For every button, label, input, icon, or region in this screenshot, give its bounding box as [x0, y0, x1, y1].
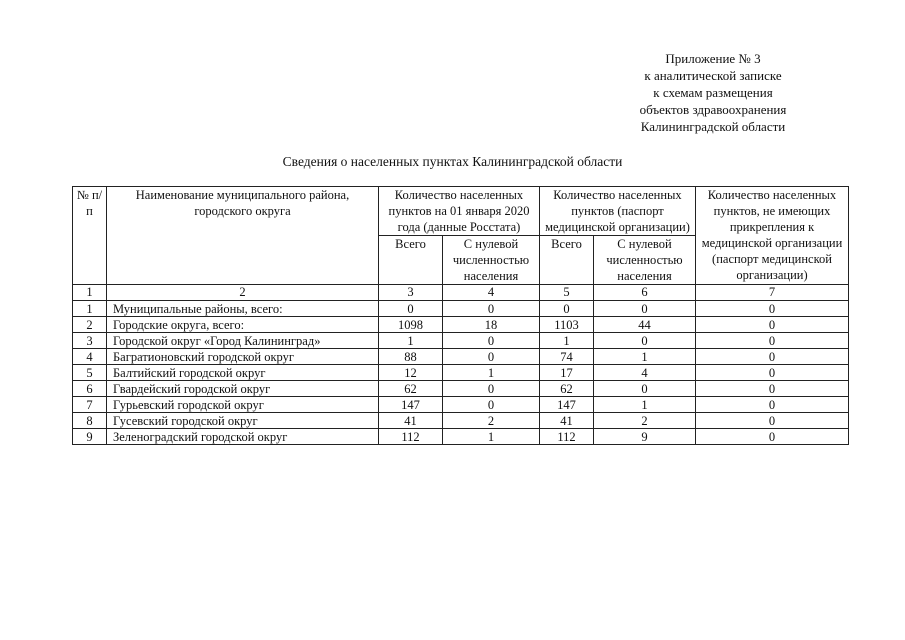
- rosstat-total: 1: [379, 333, 443, 349]
- table-row: [73, 349, 849, 365]
- row-name: Гвардейский городской округ: [107, 381, 379, 397]
- table-row: [73, 397, 849, 413]
- header-zero-rosstat: С нулевой численностью населения: [443, 236, 540, 285]
- passport-zero: 4: [594, 365, 696, 381]
- row-name: Гурьевский городской округ: [107, 397, 379, 413]
- passport-total: 17: [540, 365, 594, 381]
- unattached-count: 0: [696, 317, 849, 333]
- passport-zero: 0: [594, 381, 696, 397]
- unattached-count: 0: [696, 397, 849, 413]
- row-name: Зеленоградский городской округ: [107, 429, 379, 445]
- document-title: Сведения о населенных пунктах Калининградской области: [282, 154, 623, 169]
- appendix-block: [583, 50, 843, 135]
- header-zero-passport: С нулевой численностью населения: [594, 236, 696, 285]
- column-number-row: [73, 285, 849, 301]
- unattached-count: 0: [696, 429, 849, 445]
- passport-zero: 0: [594, 301, 696, 317]
- row-name: Городской округ «Город Калининград»: [107, 333, 379, 349]
- row-name: Балтийский городской округ: [107, 365, 379, 381]
- passport-zero: 44: [594, 317, 696, 333]
- rosstat-zero: 0: [443, 333, 540, 349]
- header-total-passport: Всего: [540, 236, 594, 285]
- header-num: № п/п: [73, 187, 107, 285]
- table-row: [73, 429, 849, 445]
- table-row: [73, 413, 849, 429]
- settlements-table: [72, 186, 849, 445]
- rosstat-zero: 2: [443, 413, 540, 429]
- header-rosstat: Количество населенных пунктов на 01 января 2020 года (данные Росстата): [379, 187, 540, 236]
- row-number: 5: [73, 365, 107, 381]
- rosstat-zero: 0: [443, 301, 540, 317]
- rosstat-total: 41: [379, 413, 443, 429]
- row-name: Городские округа, всего:: [107, 317, 379, 333]
- rosstat-zero: 18: [443, 317, 540, 333]
- appendix-line: Калининградской области: [640, 119, 786, 134]
- passport-total: 74: [540, 349, 594, 365]
- appendix-line: объектов здравоохранения: [639, 102, 787, 117]
- passport-total: 112: [540, 429, 594, 445]
- passport-zero: 1: [594, 397, 696, 413]
- rosstat-zero: 0: [443, 381, 540, 397]
- header-name: Наименование муниципального района, городского округа: [107, 187, 379, 285]
- column-number: 3: [379, 285, 443, 301]
- row-name: Гусевский городской округ: [107, 413, 379, 429]
- column-number: 6: [594, 285, 696, 301]
- row-name: Муниципальные районы, всего:: [107, 301, 379, 317]
- row-name: Багратионовский городской округ: [107, 349, 379, 365]
- table-row: [73, 333, 849, 349]
- rosstat-total: 147: [379, 397, 443, 413]
- passport-total: 1: [540, 333, 594, 349]
- unattached-count: 0: [696, 365, 849, 381]
- appendix-line: к аналитической записке: [644, 68, 782, 83]
- table-row: [73, 301, 849, 317]
- passport-total: 62: [540, 381, 594, 397]
- row-number: 6: [73, 381, 107, 397]
- table-row: [73, 317, 849, 333]
- passport-zero: 2: [594, 413, 696, 429]
- row-number: 2: [73, 317, 107, 333]
- row-number: 7: [73, 397, 107, 413]
- row-number: 8: [73, 413, 107, 429]
- rosstat-zero: 1: [443, 365, 540, 381]
- unattached-count: 0: [696, 413, 849, 429]
- appendix-line: Приложение № 3: [665, 51, 761, 66]
- rosstat-total: 88: [379, 349, 443, 365]
- passport-total: 41: [540, 413, 594, 429]
- header-passport: Количество населенных пунктов (паспорт медицинской организации): [540, 187, 696, 236]
- rosstat-zero: 0: [443, 349, 540, 365]
- table-row: [73, 365, 849, 381]
- rosstat-total: 12: [379, 365, 443, 381]
- column-number: 4: [443, 285, 540, 301]
- header-total-rosstat: Всего: [379, 236, 443, 285]
- rosstat-total: 112: [379, 429, 443, 445]
- unattached-count: 0: [696, 349, 849, 365]
- unattached-count: 0: [696, 333, 849, 349]
- rosstat-total: 1098: [379, 317, 443, 333]
- passport-total: 1103: [540, 317, 594, 333]
- rosstat-total: 62: [379, 381, 443, 397]
- appendix-line: к схемам размещения: [653, 85, 773, 100]
- table-row: [73, 381, 849, 397]
- passport-total: 147: [540, 397, 594, 413]
- column-number: 5: [540, 285, 594, 301]
- column-number: 2: [107, 285, 379, 301]
- unattached-count: 0: [696, 301, 849, 317]
- row-number: 1: [73, 301, 107, 317]
- column-number: 1: [73, 285, 107, 301]
- row-number: 3: [73, 333, 107, 349]
- passport-zero: 1: [594, 349, 696, 365]
- rosstat-zero: 1: [443, 429, 540, 445]
- passport-total: 0: [540, 301, 594, 317]
- row-number: 4: [73, 349, 107, 365]
- row-number: 9: [73, 429, 107, 445]
- rosstat-zero: 0: [443, 397, 540, 413]
- passport-zero: 0: [594, 333, 696, 349]
- rosstat-total: 0: [379, 301, 443, 317]
- header-unattached: Количество населенных пунктов, не имеющих прикрепления к медицинской организации (паспорт медицинской организации): [696, 187, 849, 285]
- passport-zero: 9: [594, 429, 696, 445]
- column-number: 7: [696, 285, 849, 301]
- unattached-count: 0: [696, 381, 849, 397]
